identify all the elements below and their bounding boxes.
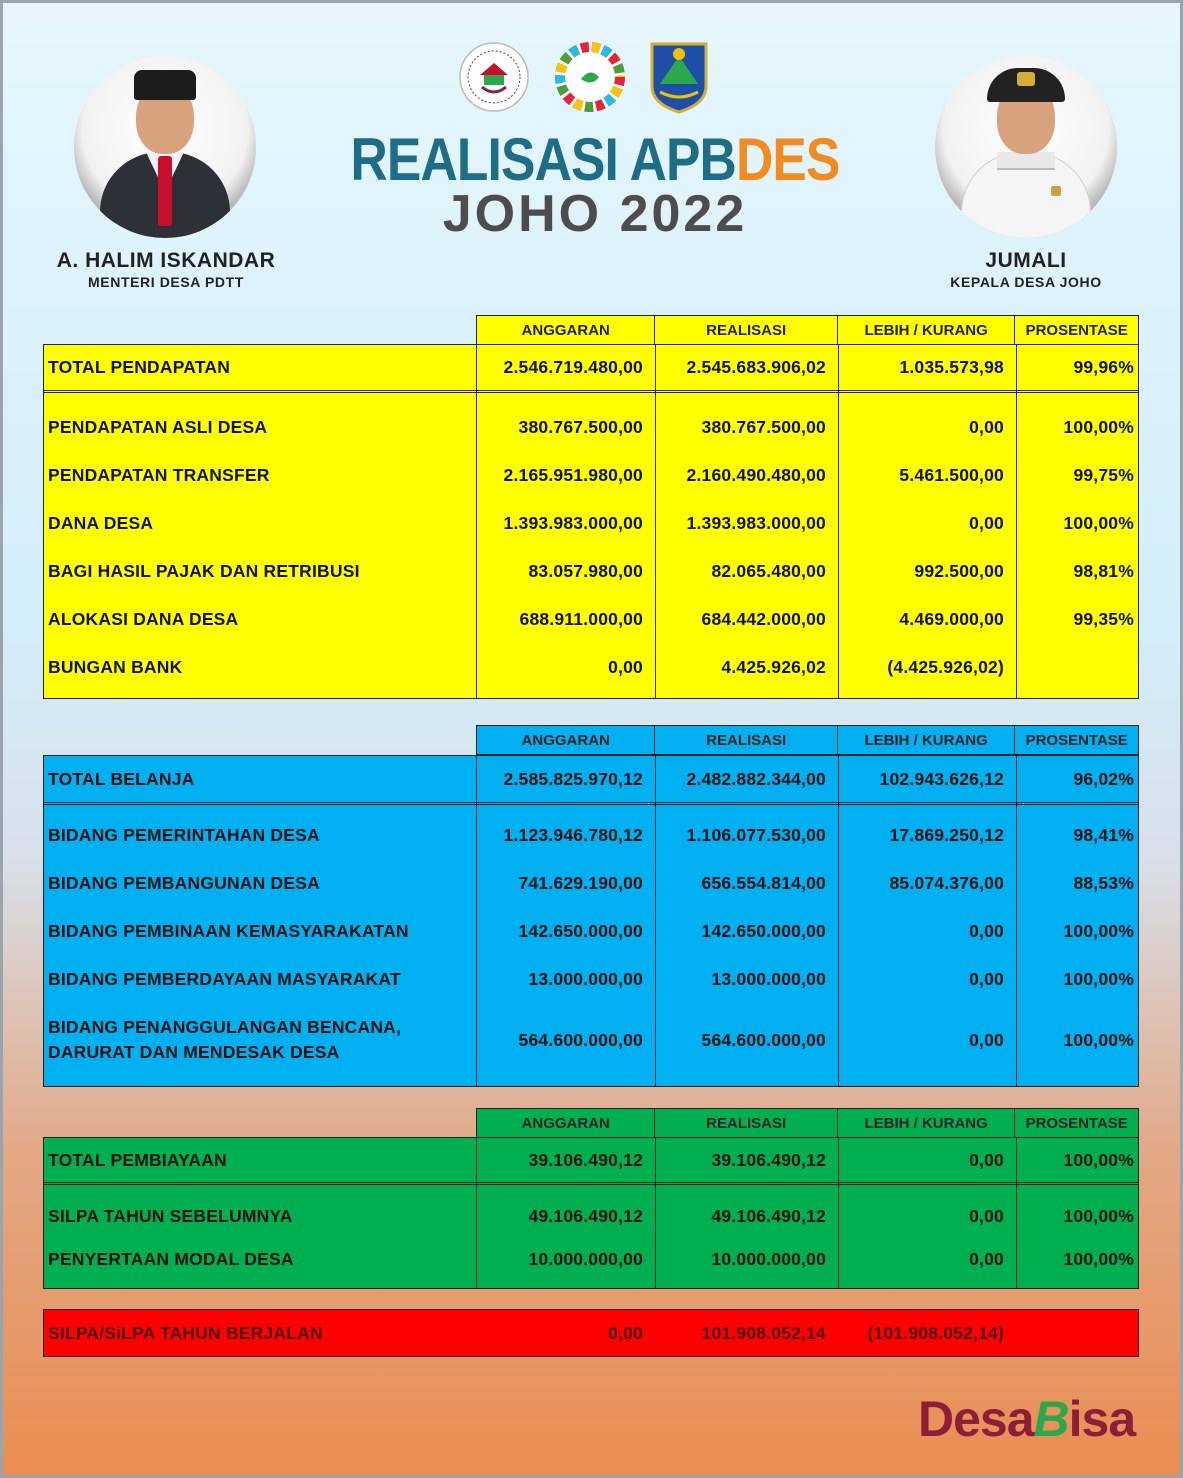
cell-realisasi: 142.650.000,00	[701, 920, 826, 941]
page-subtitle: JOHO 2022	[442, 185, 748, 243]
cell-selisih: 992.500,00	[914, 560, 1004, 581]
cell-anggaran: 142.650.000,00	[518, 920, 643, 941]
cell-anggaran: 10.000.000,00	[528, 1248, 643, 1269]
cell-selisih: 4.469.000,00	[899, 608, 1004, 629]
cell-selisih: 0,00	[969, 1149, 1004, 1170]
total-pendapatan-row	[44, 345, 1138, 390]
logo-part-desa: Desa	[918, 1391, 1034, 1447]
row-label: BAGI HASIL PAJAK DAN RETRIBUSI	[48, 560, 360, 581]
table-row	[44, 411, 1138, 443]
col-prosentase: PROSENTASE	[1025, 321, 1128, 339]
cell-realisasi: 656.554.814,00	[701, 872, 826, 893]
row-label: BIDANG PEMERINTAHAN DESA	[48, 824, 320, 845]
col-prosentase: PROSENTASE	[1025, 1114, 1128, 1132]
row-label: ALOKASI DANA DESA	[48, 608, 239, 629]
cell-anggaran: 2.546.719.480,00	[503, 357, 643, 377]
col-anggaran: ANGGARAN	[477, 316, 655, 344]
belanja-header	[476, 725, 1139, 755]
cell-realisasi: 49.106.490,12	[711, 1205, 826, 1226]
table-row	[44, 963, 1138, 995]
total-pembiayaan-row	[44, 1138, 1138, 1182]
col-realisasi: REALISASI	[655, 316, 837, 344]
cell-selisih: 0,00	[969, 1029, 1004, 1050]
table-row	[44, 459, 1138, 491]
belanja-table	[43, 755, 1139, 1087]
regency-emblem-icon	[648, 40, 710, 114]
cell-selisih: (4.425.926,02)	[887, 656, 1004, 677]
cell-anggaran: 564.600.000,00	[518, 1029, 643, 1050]
cell-realisasi: 13.000.000,00	[711, 968, 826, 989]
cell-persen: 100,00%	[1063, 920, 1134, 941]
row-label: DANA DESA	[48, 512, 154, 533]
cell-anggaran: 39.106.490,12	[528, 1149, 643, 1170]
cell-persen: 98,41%	[1073, 824, 1134, 845]
cell-realisasi: 2.160.490.480,00	[686, 464, 826, 485]
minister-name: A. HALIM ISKANDAR	[56, 249, 276, 272]
col-lebih-kurang: LEBIH / KURANG	[838, 316, 1015, 344]
pembiayaan-header	[476, 1108, 1139, 1138]
cell-selisih: (101.908.052,14)	[867, 1322, 1004, 1343]
cell-realisasi: 10.000.000,00	[711, 1248, 826, 1269]
cell-persen: 88,53%	[1073, 872, 1134, 893]
logo-part-isa: isa	[1068, 1391, 1136, 1447]
cell-selisih: 0,00	[969, 920, 1004, 941]
table-row	[44, 819, 1138, 851]
cell-realisasi: 82.065.480,00	[711, 560, 826, 581]
logo-strip	[458, 40, 728, 115]
cell-anggaran: 741.629.190,00	[518, 872, 643, 893]
cell-anggaran: 49.106.490,12	[528, 1205, 643, 1226]
cell-anggaran: 83.057.980,00	[528, 560, 643, 581]
cell-realisasi: 684.442.000,00	[701, 608, 826, 629]
cell-realisasi: 4.425.926,02	[721, 656, 826, 677]
row-label: BIDANG PENANGGULANGAN BENCANA, DARURAT DAN MENDESAK DESA	[48, 1017, 402, 1062]
row-label: BUNGAN BANK	[48, 656, 183, 677]
table-row	[44, 651, 1138, 683]
row-label: SILPA/SiLPA TAHUN BERJALAN	[48, 1322, 323, 1343]
minister-role: MENTERI DESA PDTT	[88, 274, 244, 290]
table-row	[44, 555, 1138, 587]
table-row	[44, 603, 1138, 635]
pembiayaan-table	[43, 1137, 1139, 1289]
cell-selisih: 0,00	[969, 1205, 1004, 1226]
village-head-portrait	[935, 56, 1117, 238]
cell-anggaran: 2.165.951.980,00	[503, 464, 643, 485]
col-prosentase: PROSENTASE	[1025, 731, 1128, 749]
cell-anggaran: 0,00	[608, 1322, 643, 1343]
cell-realisasi: 1.106.077.530,00	[686, 824, 826, 845]
row-label: TOTAL BELANJA	[48, 768, 195, 789]
pendapatan-table	[43, 344, 1139, 699]
table-row	[44, 867, 1138, 899]
cell-realisasi: 2.545.683.906,02	[686, 357, 826, 377]
total-belanja-row	[44, 756, 1138, 802]
cell-persen: 99,96%	[1073, 357, 1134, 377]
table-row	[44, 1012, 1138, 1068]
col-realisasi: REALISASI	[655, 1109, 837, 1137]
cell-selisih: 17.869.250,12	[889, 824, 1004, 845]
cell-persen: 100,00%	[1063, 1029, 1134, 1050]
cell-persen: 96,02%	[1073, 768, 1134, 789]
cell-persen: 100,00%	[1063, 1149, 1134, 1170]
title-part-apb: REALISASI APB	[350, 126, 736, 193]
row-label: PENDAPATAN TRANSFER	[48, 464, 270, 485]
cell-realisasi: 101.908.052,14	[701, 1322, 826, 1343]
row-label: BIDANG PEMBERDAYAAN MASYARAKAT	[48, 968, 401, 989]
table-row	[44, 915, 1138, 947]
silpa-row	[44, 1310, 1138, 1356]
ministry-logo-icon	[458, 41, 530, 113]
page-title	[316, 128, 875, 192]
cell-persen: 100,00%	[1063, 416, 1134, 437]
cell-selisih: 0,00	[969, 416, 1004, 437]
cell-persen: 100,00%	[1063, 512, 1134, 533]
row-label: TOTAL PEMBIAYAAN	[48, 1149, 227, 1170]
cell-anggaran: 1.393.983.000,00	[503, 512, 643, 533]
cell-anggaran: 0,00	[608, 656, 643, 677]
cell-selisih: 85.074.376,00	[889, 872, 1004, 893]
row-label: PENDAPATAN ASLI DESA	[48, 416, 268, 437]
row-label: BIDANG PEMBANGUNAN DESA	[48, 872, 320, 893]
cell-anggaran: 1.123.946.780,12	[503, 824, 643, 845]
sdgs-logo-icon	[554, 41, 626, 113]
table-row	[44, 507, 1138, 539]
row-label: BIDANG PEMBINAAN KEMASYARAKATAN	[48, 920, 409, 941]
cell-persen: 99,35%	[1073, 608, 1134, 629]
cell-anggaran: 13.000.000,00	[528, 968, 643, 989]
cell-persen: 100,00%	[1063, 1205, 1134, 1226]
col-lebih-kurang: LEBIH / KURANG	[838, 726, 1015, 754]
title-part-des: DES	[735, 126, 840, 193]
minister-portrait	[74, 56, 256, 238]
col-anggaran: ANGGARAN	[477, 726, 655, 754]
table-row	[44, 1243, 1138, 1275]
col-lebih-kurang: LEBIH / KURANG	[838, 1109, 1015, 1137]
cell-anggaran: 380.767.500,00	[518, 416, 643, 437]
cell-realisasi: 2.482.882.344,00	[686, 768, 826, 789]
cell-selisih: 1.035.573,98	[899, 357, 1004, 377]
row-label: SILPA TAHUN SEBELUMNYA	[48, 1205, 293, 1226]
cell-persen: 99,75%	[1073, 464, 1134, 485]
cell-realisasi: 564.600.000,00	[701, 1029, 826, 1050]
pendapatan-header	[476, 315, 1139, 345]
cell-anggaran: 688.911.000,00	[519, 608, 643, 629]
logo-part-b: B	[1033, 1391, 1069, 1447]
cell-persen: 98,81%	[1073, 560, 1134, 581]
table-row	[44, 1200, 1138, 1232]
cell-selisih: 0,00	[969, 512, 1004, 533]
cell-realisasi: 1.393.983.000,00	[686, 512, 826, 533]
row-label: PENYERTAAN MODAL DESA	[48, 1248, 294, 1269]
cell-selisih: 0,00	[969, 968, 1004, 989]
cell-realisasi: 380.767.500,00	[701, 416, 826, 437]
village-head-name: JUMALI	[985, 249, 1067, 272]
row-label: TOTAL PENDAPATAN	[48, 357, 231, 377]
col-realisasi: REALISASI	[655, 726, 837, 754]
cell-selisih: 0,00	[969, 1248, 1004, 1269]
cell-selisih: 102.943.626,12	[879, 768, 1004, 789]
cell-persen: 100,00%	[1063, 968, 1134, 989]
col-anggaran: ANGGARAN	[477, 1109, 655, 1137]
silpa-table	[43, 1309, 1139, 1357]
cell-realisasi: 39.106.490,12	[711, 1149, 826, 1170]
desabisa-logo	[918, 1390, 1135, 1448]
village-head-role: KEPALA DESA JOHO	[950, 274, 1102, 290]
cell-persen: 100,00%	[1063, 1248, 1134, 1269]
cell-anggaran: 2.585.825.970,12	[503, 768, 643, 789]
cell-selisih: 5.461.500,00	[899, 464, 1004, 485]
